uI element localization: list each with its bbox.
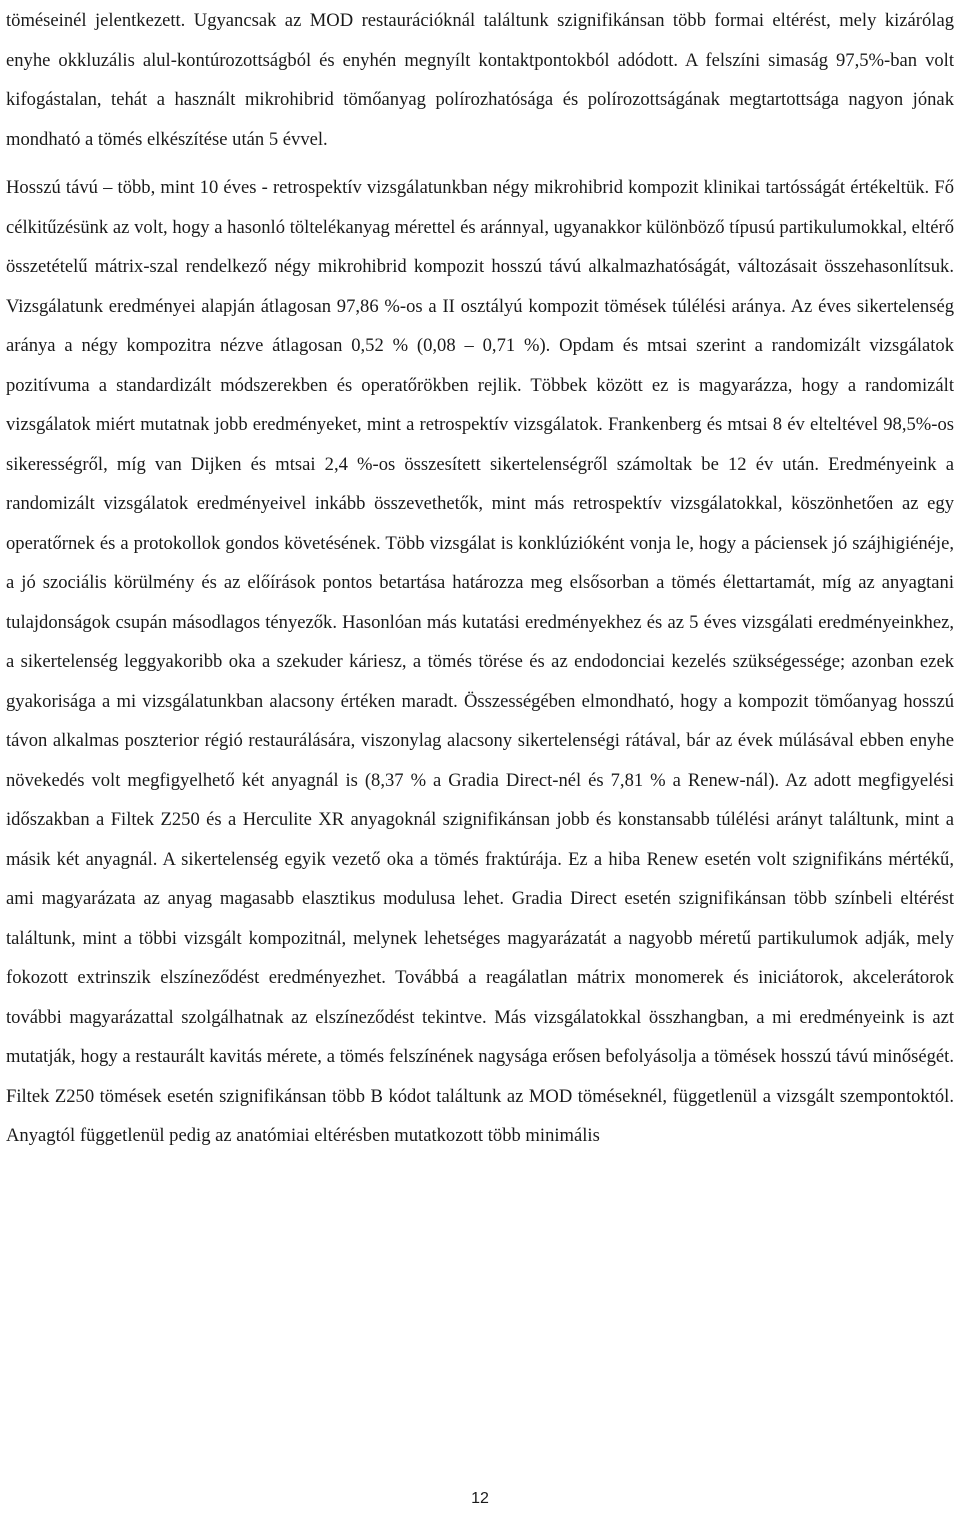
page-number: 12 [471, 1490, 489, 1507]
paragraph-continuation: töméseinél jelentkezett. Ugyancsak az MOD restaurációknál találtunk szignifikánsan több formai eltérést, mely kizárólag enyhe okkluzális alul-kontúrozottságból és enyhén megnyílt kontaktpontokból adódott. A felszíni simaság 97,5%-ban volt kifogástalan, tehát a használt mikrohibrid tömőanyag polírozhatósága és polírozottságának megtartottsága nagyon jónak mondható a tömés elkészítése után 5 évvel. [6, 10, 954, 150]
paragraph-retrospective-study: Hosszú távú – több, mint 10 éves - retrospektív vizsgálatunkban négy mikrohibrid kompozit klinikai tartósságát értékeltük. Fő célkitűzésünk az volt, hogy a hasonló töltelékanyag mérettel és aránnyal, ugyanakkor különböző típusú partikulumokkal, eltérő összetételű mátrix-szal rendelkező négy mikrohibrid kompozit hosszú távú alkalmazhatóságát, változásait összehasonlítsuk. Vizsgálatunk eredményei alapján átlagosan 97,86 %-os a II osztályú kompozit tömések túlélési aránya. Az éves sikertelenség aránya a négy kompozitra nézve átlagosan 0,52 % (0,08 – 0,71 %). Opdam és mtsai szerint a randomizált vizsgálatok pozitívuma a standardizált módszerekben és operatőrökben rejlik. Többek között ez is magyarázza, hogy a randomizált vizsgálatok miért mutatnak jobb eredményeket, mint a retrospektív vizsgálatok. Frankenberg és mtsai 8 év elteltével 98,5%-os sikerességről, míg van Dijken és mtsai 2,4 %-os összesített sikertelenségről számoltak be 12 év után. Eredményeink a randomizált vizsgálatok eredményeivel inkább összevethetők, mint más retrospektív vizsgálatokkal, köszönhetően az egy operatőrnek és a protokollok gondos követésének. Több vizsgálat is konklúzióként vonja le, hogy a páciensek jó szájhigiénéje, a jó szociális körülmény és az előírások pontos betartása határozza meg elsősorban a tömés élettartamát, míg az anyagtani tulajdonságok csupán másodlagos tényezők. Hasonlóan más kutatási eredményekhez és az 5 éves vizsgálati eredményeinkhez, a sikertelenség leggyakoribb oka a szekuder káriesz, a tömés törése és az endodonciai kezelés szükségessége; azonban ezek gyakorisága a mi vizsgálatunkban alacsony értéken maradt. Összességében elmondható, hogy a kompozit tömőanyag hosszú távon alkalmas poszterior régió restaurálására, viszonylag alacsony sikertelenségi rátával, bár az évek múlásával ebben enyhe növekedés volt megfigyelhető két anyagnál is (8,37 % a Gradia Direct-nél és 7,81 % a Renew-nál). Az adott megfigyelési időszakban a Filtek Z250 és a Herculite XR anyagoknál szignifikánsan jobb és konstansabb túlélési arányt találtunk, mint a másik két anyagnál. A sikertelenség egyik vezető oka a tömés fraktúrája. Ez a hiba Renew esetén volt szignifikáns mértékű, ami magyarázata az anyag magasabb elasztikus modulusa lehet. Gradia Direct esetén szignifikánsan több színbeli eltérést találtunk, mint a többi vizsgált kompozitnál, melynek lehetséges magyarázatát a nagyobb méretű partikulumok adják, mely fokozott extrinszik elszíneződést eredményezhet. Továbbá a reagálatlan mátrix monomerek és iniciátorok, akcelerátorok további magyarázattal szolgálhatnak az elszíneződést tekintve. Más vizsgálatokkal összhangban, a mi eredményeink is azt mutatják, hogy a restaurált kavitás mérete, a tömés felszínének nagysága erősen befolyásolja a tömések hosszú távú minőségét. Filtek Z250 tömések esetén szignifikánsan több B kódot találtunk az MOD töméseknél, függetlenül a vizsgált szempontoktól. Anyagtól függetlenül pedig az anatómiai eltérésben mutatkozott több minimális [6, 177, 954, 1146]
document-body [6, 0, 954, 1156]
